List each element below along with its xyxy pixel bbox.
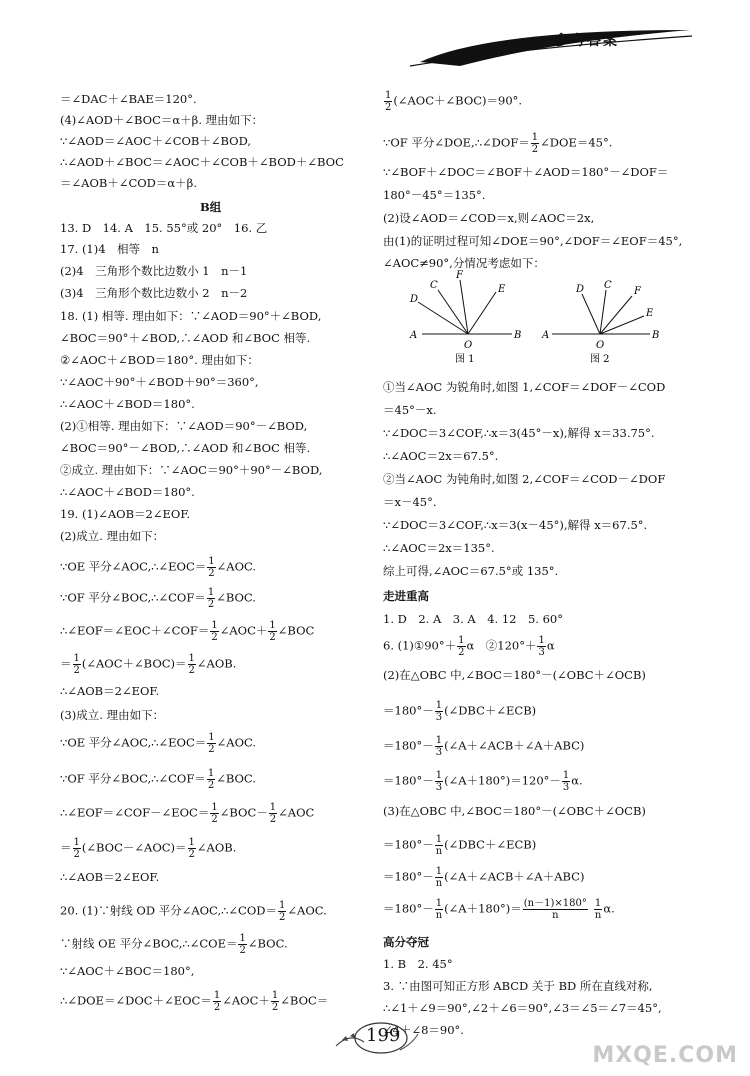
watermark-logo: MXQE.COM	[592, 1043, 738, 1068]
text-line: ∠BOC＝90°＋∠BOD,∴∠AOD 和∠BOC 相等.	[60, 331, 311, 345]
fraction: $\frac{1}{n}$	[435, 834, 443, 857]
text-line: ∵OE 平分∠AOC,∴∠EOC＝ $\frac{1}{2}$ ∠AOC.	[60, 556, 257, 579]
text-line: ＝∠AOB＋∠COD＝α＋β.	[60, 176, 197, 190]
text-line: ＝180°－ $\frac{1}{n}$ (∠A＋180°)＝ $\frac{(n-1)\times 180^\circ}{n}$ $\frac{1}{n}$ α.	[383, 898, 615, 921]
text-line: ②∠AOC＋∠BOD＝180°. 理由如下：	[60, 353, 259, 367]
fraction: $\frac{1}{2}$	[213, 990, 221, 1013]
text-line: ∴∠AOD＋∠BOC＝∠AOC＋∠COB＋∠BOD＋∠BOC	[60, 155, 344, 169]
fraction: $\frac{1}{2}$	[208, 556, 215, 579]
fraction: $\frac{1}{2}$	[385, 90, 392, 113]
label-D: D	[576, 284, 585, 295]
text-line: ∵∠DOC＝3∠COF,∴x＝3(x－45°),解得 x＝67.5°.	[383, 518, 648, 532]
text-line: 由(1)的证明过程可知∠DOE＝90°,∠DOF＝∠EOF＝45°,	[383, 234, 683, 248]
text-line: ∵∠DOC＝3∠COF,∴x＝3(45°－x),解得 x＝33.75°.	[383, 426, 655, 440]
fraction: $\frac{1}{2}$	[458, 635, 465, 658]
text-line: ∵OF 平分∠BOC,∴∠COF＝ $\frac{1}{2}$ ∠BOC.	[60, 768, 256, 791]
text-line: 180°－45°＝135°.	[383, 188, 486, 202]
text-line: (3)在△OBC 中,∠BOC＝180°－(∠OBC＋∠OCB)	[383, 804, 646, 818]
text-line: (2)成立. 理由如下：	[60, 529, 165, 543]
fraction: $\frac{1}{2}$	[271, 990, 279, 1013]
label-A: A	[410, 330, 418, 341]
label-C: C	[604, 280, 612, 291]
label-O: O	[596, 340, 605, 351]
label-F: F	[634, 286, 641, 297]
fraction: $\frac{1}{2}$	[531, 132, 539, 155]
label-E: E	[498, 284, 506, 295]
text-line: ＝180°－ $\frac{1}{n}$ (∠DBC＋∠ECB)	[383, 834, 537, 857]
text-line: 综上可得,∠AOC＝67.5°或 135°.	[383, 564, 559, 578]
text-line: ②当∠AOC 为钝角时,如图 2,∠COF＝∠COD－∠DOF	[383, 472, 666, 486]
text-line: ＝45°－x.	[383, 403, 437, 417]
figure-2-caption: 图 2	[590, 354, 610, 365]
text-line: 20. (1)∵射线 OD 平分∠AOC,∴∠COD＝ $\frac{1}{2}$ ∠AOC.	[60, 900, 327, 923]
section-heading: B组	[200, 200, 222, 214]
text-line: (3)4 三角形个数比边数小 2 n－2	[60, 286, 248, 300]
text-line: ∠AOC≠90°,分情况考虑如下：	[383, 256, 545, 270]
fraction: $\frac{1}{2}$	[188, 837, 195, 860]
text-line: ∴∠AOC＝2x＝67.5°.	[383, 449, 499, 463]
label-O: O	[464, 340, 473, 351]
text-line: 6. (1)①90°＋ $\frac{1}{2}$ α ②120°＋ $\frac{1}{3}$ α	[383, 635, 555, 658]
label-F: F	[456, 270, 463, 281]
text-line: ∴∠AOC＝2x＝135°.	[383, 541, 495, 555]
text-line: (3)成立. 理由如下：	[60, 708, 165, 722]
text-line: (2)在△OBC 中,∠BOC＝180°－(∠OBC＋∠OCB)	[383, 668, 646, 682]
text-line: ∴∠EOF＝∠COF－∠EOC＝ $\frac{1}{2}$ ∠BOC－ $\frac{1}{2}$ ∠AOC	[60, 802, 315, 825]
text-line: ∵∠AOC＋∠BOC＝180°,	[60, 964, 195, 978]
figure-2	[541, 280, 659, 365]
label-E: E	[646, 308, 654, 319]
text-line: ∴∠DOE＝∠DOC＋∠EOC＝ $\frac{1}{2}$ ∠AOC＋ $\frac{1}{2}$ ∠BOC＝	[60, 990, 329, 1013]
text-line: 1. B 2. 45°	[383, 957, 453, 971]
label-B: B	[652, 330, 660, 341]
fraction: $\frac{1}{2}$	[269, 620, 276, 643]
fraction: $\frac{1}{2}$	[279, 900, 286, 923]
page-number: 199	[366, 1025, 401, 1046]
text-line: ②成立. 理由如下：∵∠AOC＝90°＋90°－∠BOD,	[60, 463, 323, 477]
text-line: (2)①相等. 理由如下：∵∠AOD＝90°－∠BOD,	[60, 419, 308, 433]
text-line: ＝180°－ $\frac{1}{3}$ (∠DBC＋∠ECB)	[383, 700, 537, 723]
fraction: $\frac{1}{2}$	[239, 933, 246, 956]
section-heading: 高分夺冠	[383, 935, 429, 949]
angle-figures	[400, 268, 670, 368]
fraction: $\frac{1}{3}$	[435, 770, 443, 793]
fraction: $\frac{1}{2}$	[211, 620, 218, 643]
text-line: 13. D 14. A 15. 55°或 20° 16. 乙	[60, 221, 268, 235]
fraction: $\frac{1}{2}$	[207, 768, 215, 791]
fraction: $\frac{(n-1)\times 180^\circ}{n}$	[523, 898, 587, 921]
text-line: ∵∠BOF＋∠DOC＝∠BOF＋∠AOD＝180°－∠DOF＝	[383, 165, 669, 179]
text-line: ∵OE 平分∠AOC,∴∠EOC＝ $\frac{1}{2}$ ∠AOC.	[60, 732, 257, 755]
text-line: 18. (1) 相等. 理由如下：∵∠AOD＝90°＋∠BOD,	[60, 309, 322, 323]
fraction: $\frac{1}{2}$	[207, 587, 215, 610]
fraction: $\frac{1}{2}$	[73, 837, 80, 860]
text-line: ＝ $\frac{1}{2}$ (∠AOC＋∠BOC)＝ $\frac{1}{2}$ ∠AOB.	[60, 653, 237, 676]
text-line: ＝ $\frac{1}{2}$ (∠BOC－∠AOC)＝ $\frac{1}{2}$ ∠AOB.	[60, 837, 237, 860]
fraction: $\frac{1}{2}$	[188, 653, 195, 676]
text-line: ∵OF 平分∠DOE,∴∠DOF＝ $\frac{1}{2}$ ∠DOE＝45°.	[383, 132, 613, 155]
text-line: 3. ∵由图可知正方形 ABCD 关于 BD 所在直线对称,	[383, 979, 653, 993]
text-line: ∴∠AOB＝2∠EOF.	[60, 684, 160, 698]
label-B: B	[514, 330, 522, 341]
text-line: ∴∠AOC＋∠BOD＝180°.	[60, 485, 195, 499]
fraction: $\frac{1}{3}$	[435, 700, 443, 723]
label-C: C	[430, 280, 438, 291]
text-line: ∴∠AOC＋∠BOD＝180°.	[60, 397, 195, 411]
text-line: ∵∠AOC＋90°＋∠BOD＋90°＝360°,	[60, 375, 259, 389]
text-line: ＝∠DAC＋∠BAE＝120°.	[60, 92, 197, 106]
fraction: $\frac{1}{n}$	[435, 898, 443, 921]
text-line: ＝x－45°.	[383, 495, 437, 509]
label-A: A	[542, 330, 550, 341]
fraction: $\frac{1}{2}$	[73, 653, 80, 676]
figure-1	[409, 270, 521, 365]
text-line: (4)∠AOD＋∠BOC＝α＋β. 理由如下：	[60, 113, 264, 127]
fraction: $\frac{1}{n}$	[435, 866, 443, 889]
text-line: ∵射线 OE 平分∠BOC,∴∠COE＝ $\frac{1}{2}$ ∠BOC.	[60, 933, 288, 956]
text-line: ①当∠AOC 为锐角时,如图 1,∠COF＝∠DOF－∠COD	[383, 380, 666, 394]
text-line: ∠BOC＝90°－∠BOD,∴∠AOD 和∠BOC 相等.	[60, 441, 311, 455]
text-line: $\frac{1}{2}$ (∠AOC＋∠BOC)＝90°.	[385, 90, 523, 113]
fraction: $\frac{1}{3}$	[538, 635, 545, 658]
text-line: ＝180°－ $\frac{1}{3}$ (∠A＋180°)＝120°－ $\frac{1}{3}$ α.	[383, 770, 583, 793]
text-line: ∠4＋∠8＝90°.	[383, 1023, 464, 1037]
text-line: ∵∠AOD＝∠AOC＋∠COB＋∠BOD,	[60, 134, 252, 148]
text-line: ∵OF 平分∠BOC,∴∠COF＝ $\frac{1}{2}$ ∠BOC.	[60, 587, 256, 610]
fraction: $\frac{1}{2}$	[208, 732, 215, 755]
text-line: ∴∠1＋∠9＝90°,∠2＋∠6＝90°,∠3＝∠5＝∠7＝45°,	[383, 1001, 662, 1015]
figure-1-caption: 图 1	[455, 354, 475, 365]
header-swoosh	[400, 22, 700, 72]
fraction: $\frac{1}{3}$	[435, 735, 443, 758]
text-line: (2)4 三角形个数比边数小 1 n－1	[60, 264, 248, 278]
text-line: ∴∠EOF＝∠EOC＋∠COF＝ $\frac{1}{2}$ ∠AOC＋ $\frac{1}{2}$ ∠BOC	[60, 620, 315, 643]
text-line: ＝180°－ $\frac{1}{3}$ (∠A＋∠ACB＋∠A＋ABC)	[383, 735, 585, 758]
fraction: $\frac{1}{3}$	[562, 770, 570, 793]
label-D: D	[410, 294, 419, 305]
text-line: 19. (1)∠AOB＝2∠EOF.	[60, 507, 191, 521]
header-title: 参考答案	[555, 33, 619, 49]
text-line: 17. (1)4 相等 n	[60, 242, 159, 256]
text-line: (2)设∠AOD＝∠COD＝x,则∠AOC＝2x,	[383, 211, 595, 225]
text-line: 1. D 2. A 3. A 4. 12 5. 60°	[383, 612, 563, 626]
text-line: ＝180°－ $\frac{1}{n}$ (∠A＋∠ACB＋∠A＋ABC)	[383, 866, 585, 889]
fraction: $\frac{1}{2}$	[269, 802, 277, 825]
fraction: $\frac{1}{2}$	[211, 802, 218, 825]
section-heading: 走进重高	[383, 589, 429, 603]
fraction: $\frac{1}{n}$	[594, 898, 602, 921]
text-line: ∴∠AOB＝2∠EOF.	[60, 870, 160, 884]
